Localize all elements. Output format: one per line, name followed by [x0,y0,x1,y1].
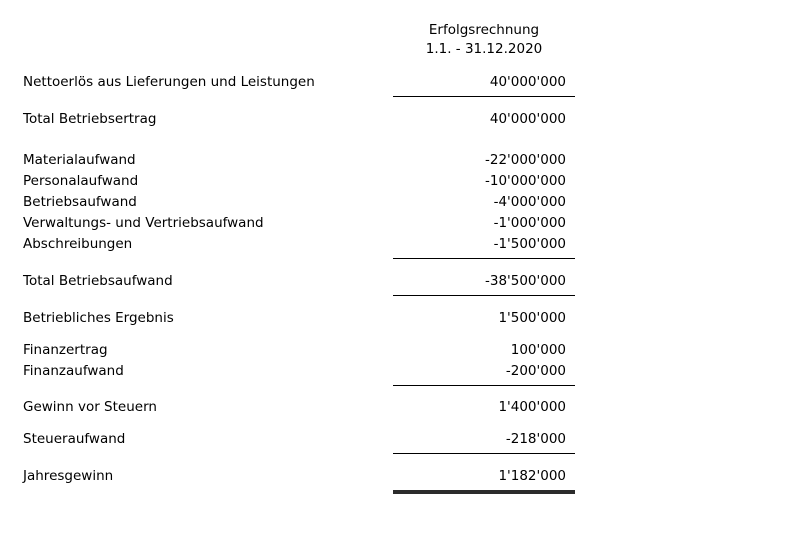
closing-rule-row [23,490,575,494]
row-label: Betriebsaufwand [23,194,137,210]
row-value: 40'000'000 [489,111,566,127]
row-verwaltungsaufwand [23,214,575,232]
row-value: -22'000'000 [484,152,566,168]
income-statement [23,0,575,494]
row-label: Nettoerlös aus Lieferungen und Leistungen [23,74,315,90]
statement-header [393,21,575,59]
row-personalaufwand [23,172,575,190]
row-abschreibungen [23,235,575,259]
row-value: 1'500'000 [498,310,566,326]
statement-period: 1.1. - 31.12.2020 [425,41,543,57]
row-label: Finanzaufwand [23,363,124,379]
row-value: 1'182'000 [498,468,566,484]
row-betriebsaufwand [23,193,575,211]
row-value: 1'400'000 [498,399,566,415]
row-jahresgewinn [23,467,575,485]
row-value: -4'000'000 [493,194,566,210]
row-label: Jahresgewinn [23,468,114,484]
row-betriebliches-ergebnis [23,309,575,327]
row-nettoerloes [23,73,575,97]
row-value: -218'000 [393,430,575,454]
row-gewinn-vor-steuern [23,398,575,416]
row-label: Finanzertrag [23,342,108,358]
row-value: -1'000'000 [493,215,566,231]
row-value: 40'000'000 [393,73,575,97]
row-value: -38'500'000 [393,272,575,296]
row-label: Abschreibungen [23,236,133,252]
row-value: -1'500'000 [393,235,575,259]
row-label: Personalaufwand [23,173,139,189]
double-rule [393,490,575,494]
row-label: Steueraufwand [23,431,126,447]
row-value: -10'000'000 [484,173,566,189]
row-finanzertrag [23,341,575,359]
row-total-betriebsertrag [23,110,575,128]
row-label: Betriebliches Ergebnis [23,310,174,326]
row-steueraufwand [23,430,575,454]
statement-header-row [23,21,575,59]
row-label: Total Betriebsertrag [23,111,157,127]
row-materialaufwand [23,151,575,169]
row-label: Gewinn vor Steuern [23,399,157,415]
row-label: Total Betriebsaufwand [23,273,173,289]
row-total-betriebsaufwand [23,272,575,296]
row-label: Verwaltungs- und Vertriebsaufwand [23,215,264,231]
row-value: 100'000 [510,342,566,358]
row-finanzaufwand [23,362,575,386]
row-value: -200'000 [393,362,575,386]
statement-title: Erfolgsrechnung [428,22,540,38]
row-label: Materialaufwand [23,152,136,168]
